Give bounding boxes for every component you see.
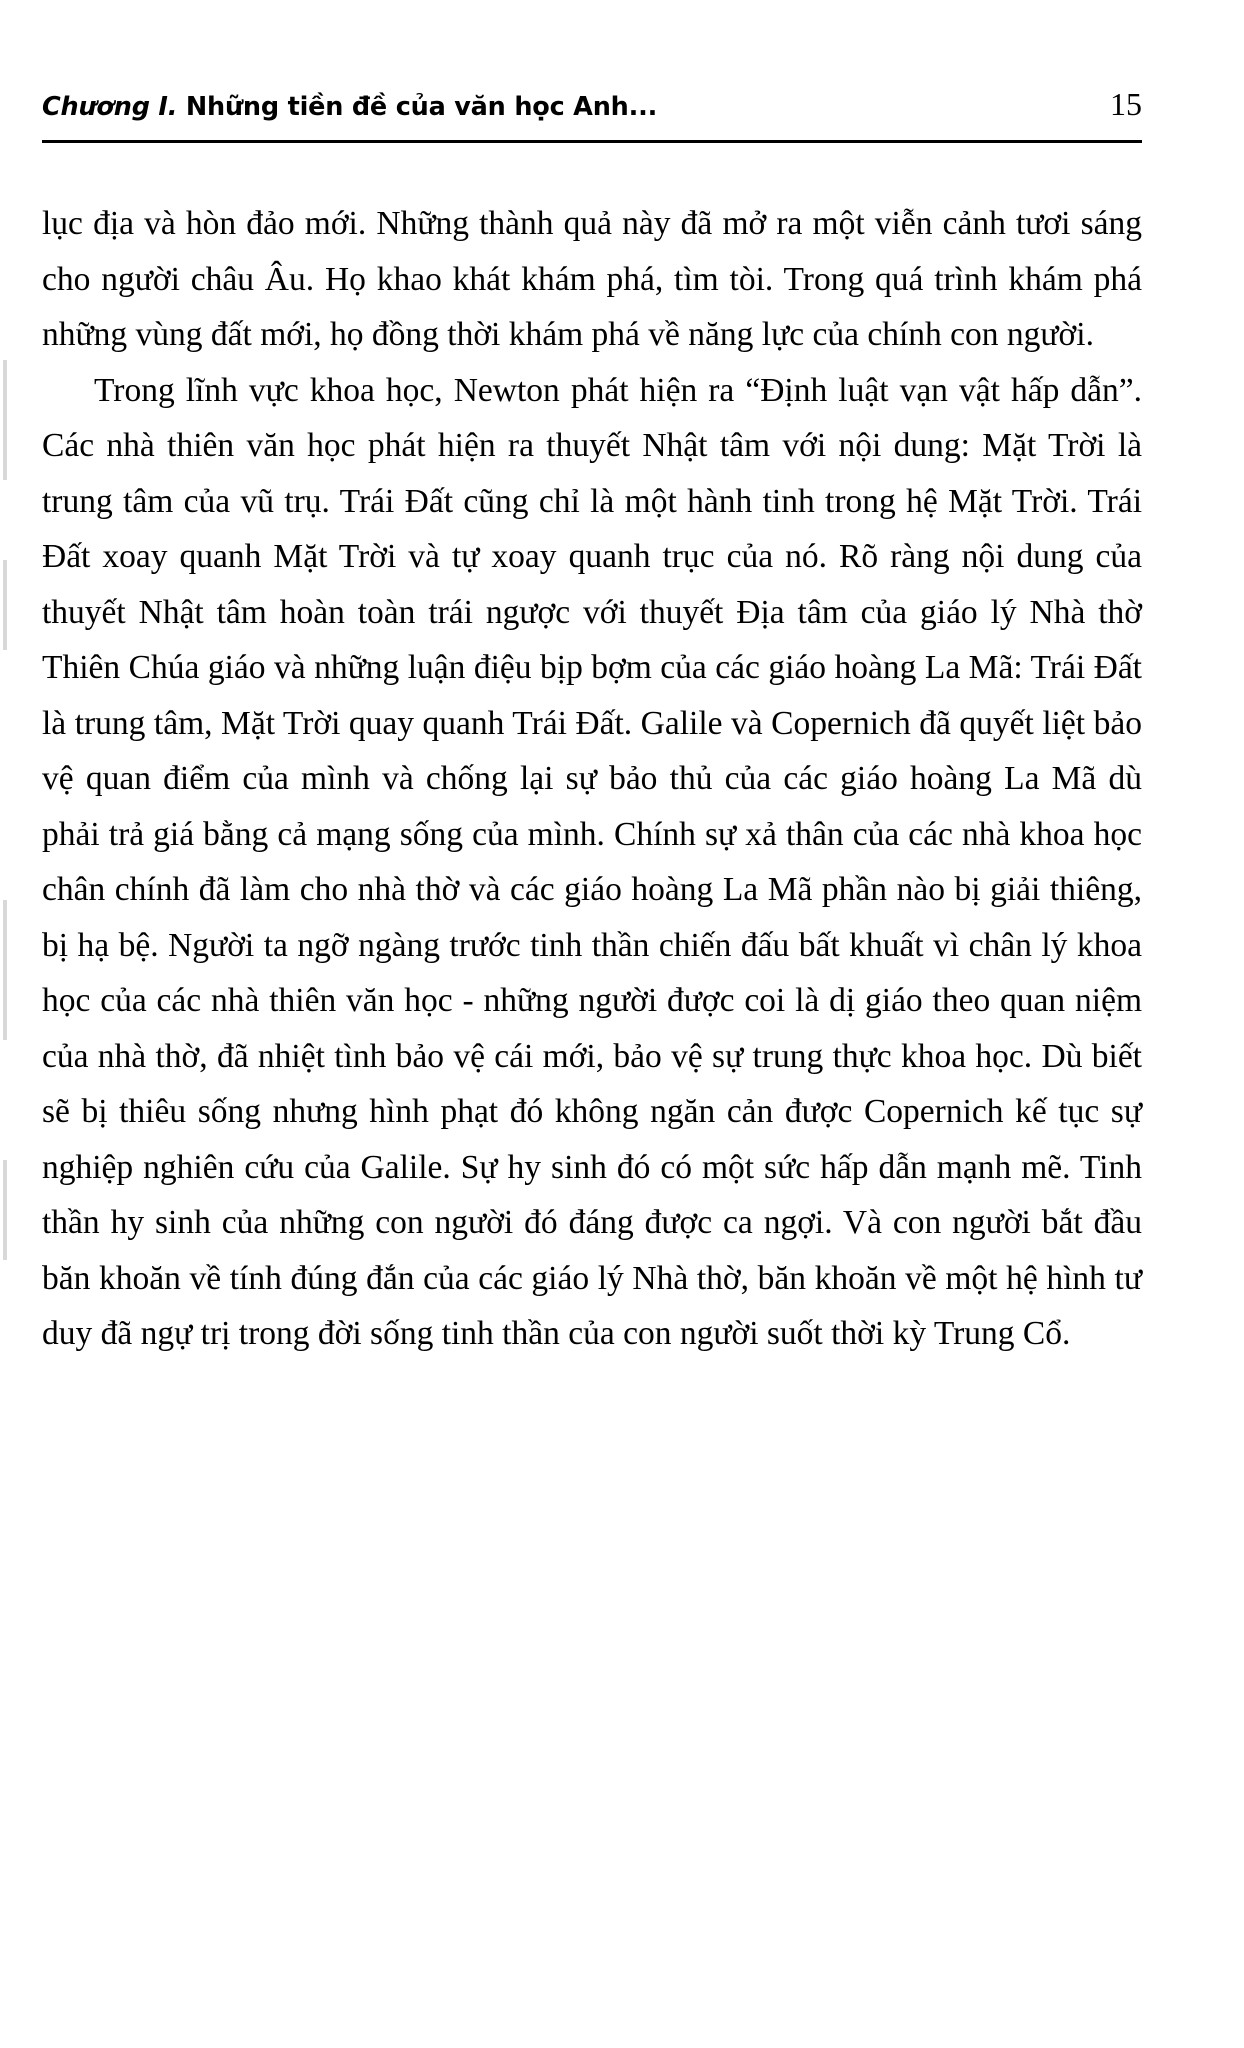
running-head-chapter: Chương I. bbox=[42, 92, 178, 122]
running-head-rest: Những tiền đề của văn học Anh... bbox=[177, 92, 658, 122]
page-header bbox=[42, 86, 1142, 123]
page-body bbox=[42, 196, 1142, 1362]
page-number: 15 bbox=[1110, 86, 1142, 122]
header-divider bbox=[42, 140, 1142, 143]
paragraph-1: lục địa và hòn đảo mới. Những thành quả này đã mở ra một viễn cảnh tươi sáng cho người châu Âu. Họ khao khát khám phá, tìm tòi. Trong quá trình khám phá những vùng đất mới, họ đồng thời khám phá về năng lực của chính con người. bbox=[42, 205, 1142, 353]
paragraph-2: Trong lĩnh vực khoa học, Newton phát hiện ra “Định luật vạn vật hấp dẫn”. Các nhà thiên văn học phát hiện ra thuyết Nhật tâm với nội dung: Mặt Trời là trung tâm của vũ trụ. Trái Đất cũng chỉ là một hành tinh trong hệ Mặt Trời. Trái Đất xoay quanh Mặt Trời và tự xoay quanh trục của nó. Rõ ràng nội dung của thuyết Nhật tâm hoàn toàn trái ngược với thuyết Địa tâm của giáo lý Nhà thờ Thiên Chúa giáo và những luận điệu bịp bợm của các giáo hoàng La Mã: Trái Đất là trung tâm, Mặt Trời quay quanh Trái Đất. Galile và Copernich đã quyết liệt bảo vệ quan điểm của mình và chống lại sự bảo thủ của các giáo hoàng La Mã dù phải trả giá bằng cả mạng sống của mình. Chính sự xả thân của các nhà khoa học chân chính đã làm cho nhà thờ và các giáo hoàng La Mã phần nào bị giải thiêng, bị hạ bệ. Người ta ngỡ ngàng trước tinh thần chiến đấu bất khuất vì chân lý khoa học của các nhà thiên văn học - những người được coi là dị giáo theo quan niệm của nhà thờ, đã nhiệt tình bảo vệ cái mới, bảo vệ sự trung thực khoa học. Dù biết sẽ bị thiêu sống nhưng hình phạt đó không ngăn cản được Copernich kế tục sự nghiệp nghiên cứu của Galile. Sự hy sinh đó có một sức hấp dẫn mạnh mẽ. Tinh thần hy sinh của những con người đó đáng được ca ngợi. Và con người bắt đầu băn khoăn về tính đúng đắn của các giáo lý Nhà thờ, băn khoăn về một hệ hình tư duy đã ngự trị trong đời sống tinh thần của con người suốt thời kỳ Trung Cổ. bbox=[42, 371, 1142, 1352]
page-spine-marks bbox=[0, 0, 10, 2048]
running-head bbox=[42, 92, 657, 122]
